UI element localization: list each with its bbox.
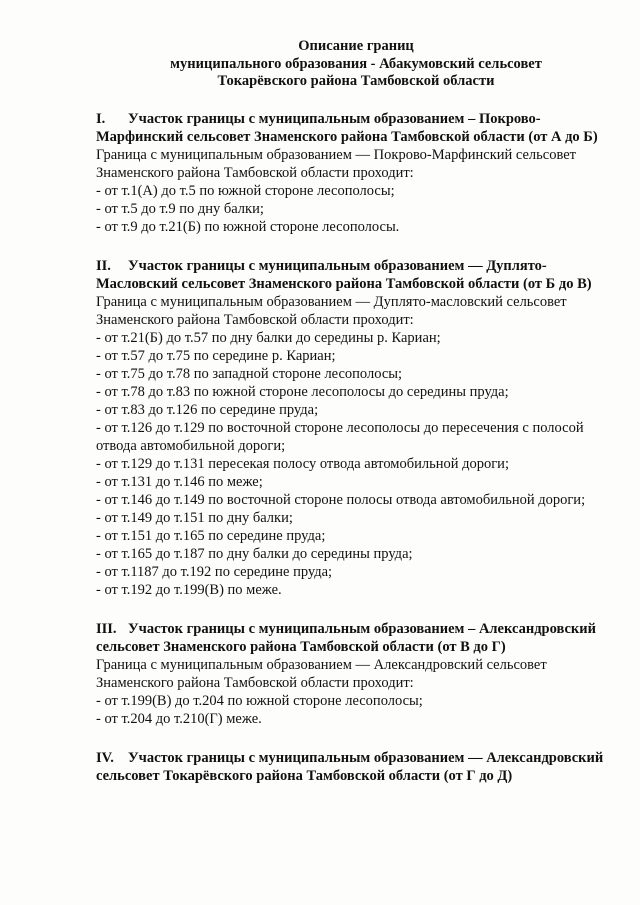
- section-heading: [96, 257, 616, 293]
- boundary-item: - от т.21(Б) до т.57 по дну балки до середины р. Кариан;: [96, 329, 441, 346]
- title-line-2: муниципального образования - Абакумовский сельсовет: [170, 55, 542, 72]
- section-2: [96, 257, 616, 599]
- title-line-1: Описание границ: [298, 38, 414, 54]
- section-heading-text: Участок границы с муниципальным образованием — Александровский сельсовет Токарёвского района Тамбовской области (от Г до Д): [96, 749, 604, 784]
- section-heading-text: Участок границы с муниципальным образованием – Покрово-Марфинский сельсовет Знаменского района Тамбовской области (от А до Б): [96, 110, 598, 145]
- boundary-item: - от т.1(А) до т.5 по южной стороне лесополосы;: [96, 182, 395, 199]
- boundary-item: - от т.131 до т.146 по меже;: [96, 473, 263, 490]
- boundary-item: - от т.199(В) до т.204 по южной стороне лесополосы;: [96, 692, 423, 709]
- section-heading: [96, 620, 616, 656]
- section-1: [96, 110, 616, 236]
- section-number: II.: [96, 257, 111, 274]
- section-number: I.: [96, 110, 106, 127]
- title-line-3: Токарёвского района Тамбовской области: [217, 73, 495, 89]
- section-4: [96, 749, 616, 785]
- boundary-item: - от т.129 до т.131 пересекая полосу отвода автомобильной дороги;: [96, 455, 509, 472]
- section-heading: [96, 749, 616, 785]
- section-heading-text: Участок границы с муниципальным образованием — Дуплято-Масловский сельсовет Знаменского района Тамбовской области (от Б до В): [96, 257, 592, 292]
- section-3: [96, 620, 616, 728]
- boundary-item: - от т.126 до т.129 по восточной стороне лесополосы до пересечения с полосой отвода автомобильной дороги;: [96, 419, 584, 454]
- section-intro: Граница с муниципальным образованием — Дуплято-масловский сельсовет Знаменского района Тамбовской области проходит:: [96, 293, 567, 328]
- boundary-item: - от т.83 до т.126 по середине пруда;: [96, 401, 319, 418]
- section-intro: Граница с муниципальным образованием — Александровский сельсовет Знаменского района Тамбовской области проходит:: [96, 656, 547, 691]
- boundary-item: - от т.192 до т.199(В) по меже.: [96, 581, 282, 598]
- boundary-item: - от т.151 до т.165 по середине пруда;: [96, 527, 326, 544]
- boundary-item: - от т.149 до т.151 по дну балки;: [96, 509, 293, 526]
- boundary-item: - от т.1187 до т.192 по середине пруда;: [96, 563, 333, 580]
- section-number: IV.: [96, 749, 114, 766]
- boundary-item: - от т.146 до т.149 по восточной стороне полосы отвода автомобильной дороги;: [96, 491, 586, 508]
- boundary-item: - от т.78 до т.83 по южной стороне лесополосы до середины пруда;: [96, 383, 509, 400]
- boundary-item: - от т.5 до т.9 по дну балки;: [96, 200, 264, 217]
- boundary-item: - от т.9 до т.21(Б) по южной стороне лесополосы.: [96, 218, 400, 235]
- boundary-item: - от т.165 до т.187 по дну балки до середины пруда;: [96, 545, 413, 562]
- section-number: III.: [96, 620, 117, 637]
- document-page: [96, 38, 616, 806]
- document-title: [96, 38, 616, 91]
- section-heading-text: Участок границы с муниципальным образованием – Александровский сельсовет Знаменского района Тамбовской области (от В до Г): [96, 620, 596, 655]
- section-intro: Граница с муниципальным образованием — Покрово-Марфинский сельсовет Знаменского района Тамбовской области проходит:: [96, 146, 577, 181]
- section-heading: [96, 110, 616, 146]
- boundary-item: - от т.204 до т.210(Г) меже.: [96, 710, 262, 727]
- boundary-item: - от т.57 до т.75 по середине р. Кариан;: [96, 347, 336, 364]
- boundary-item: - от т.75 до т.78 по западной стороне лесополосы;: [96, 365, 403, 382]
